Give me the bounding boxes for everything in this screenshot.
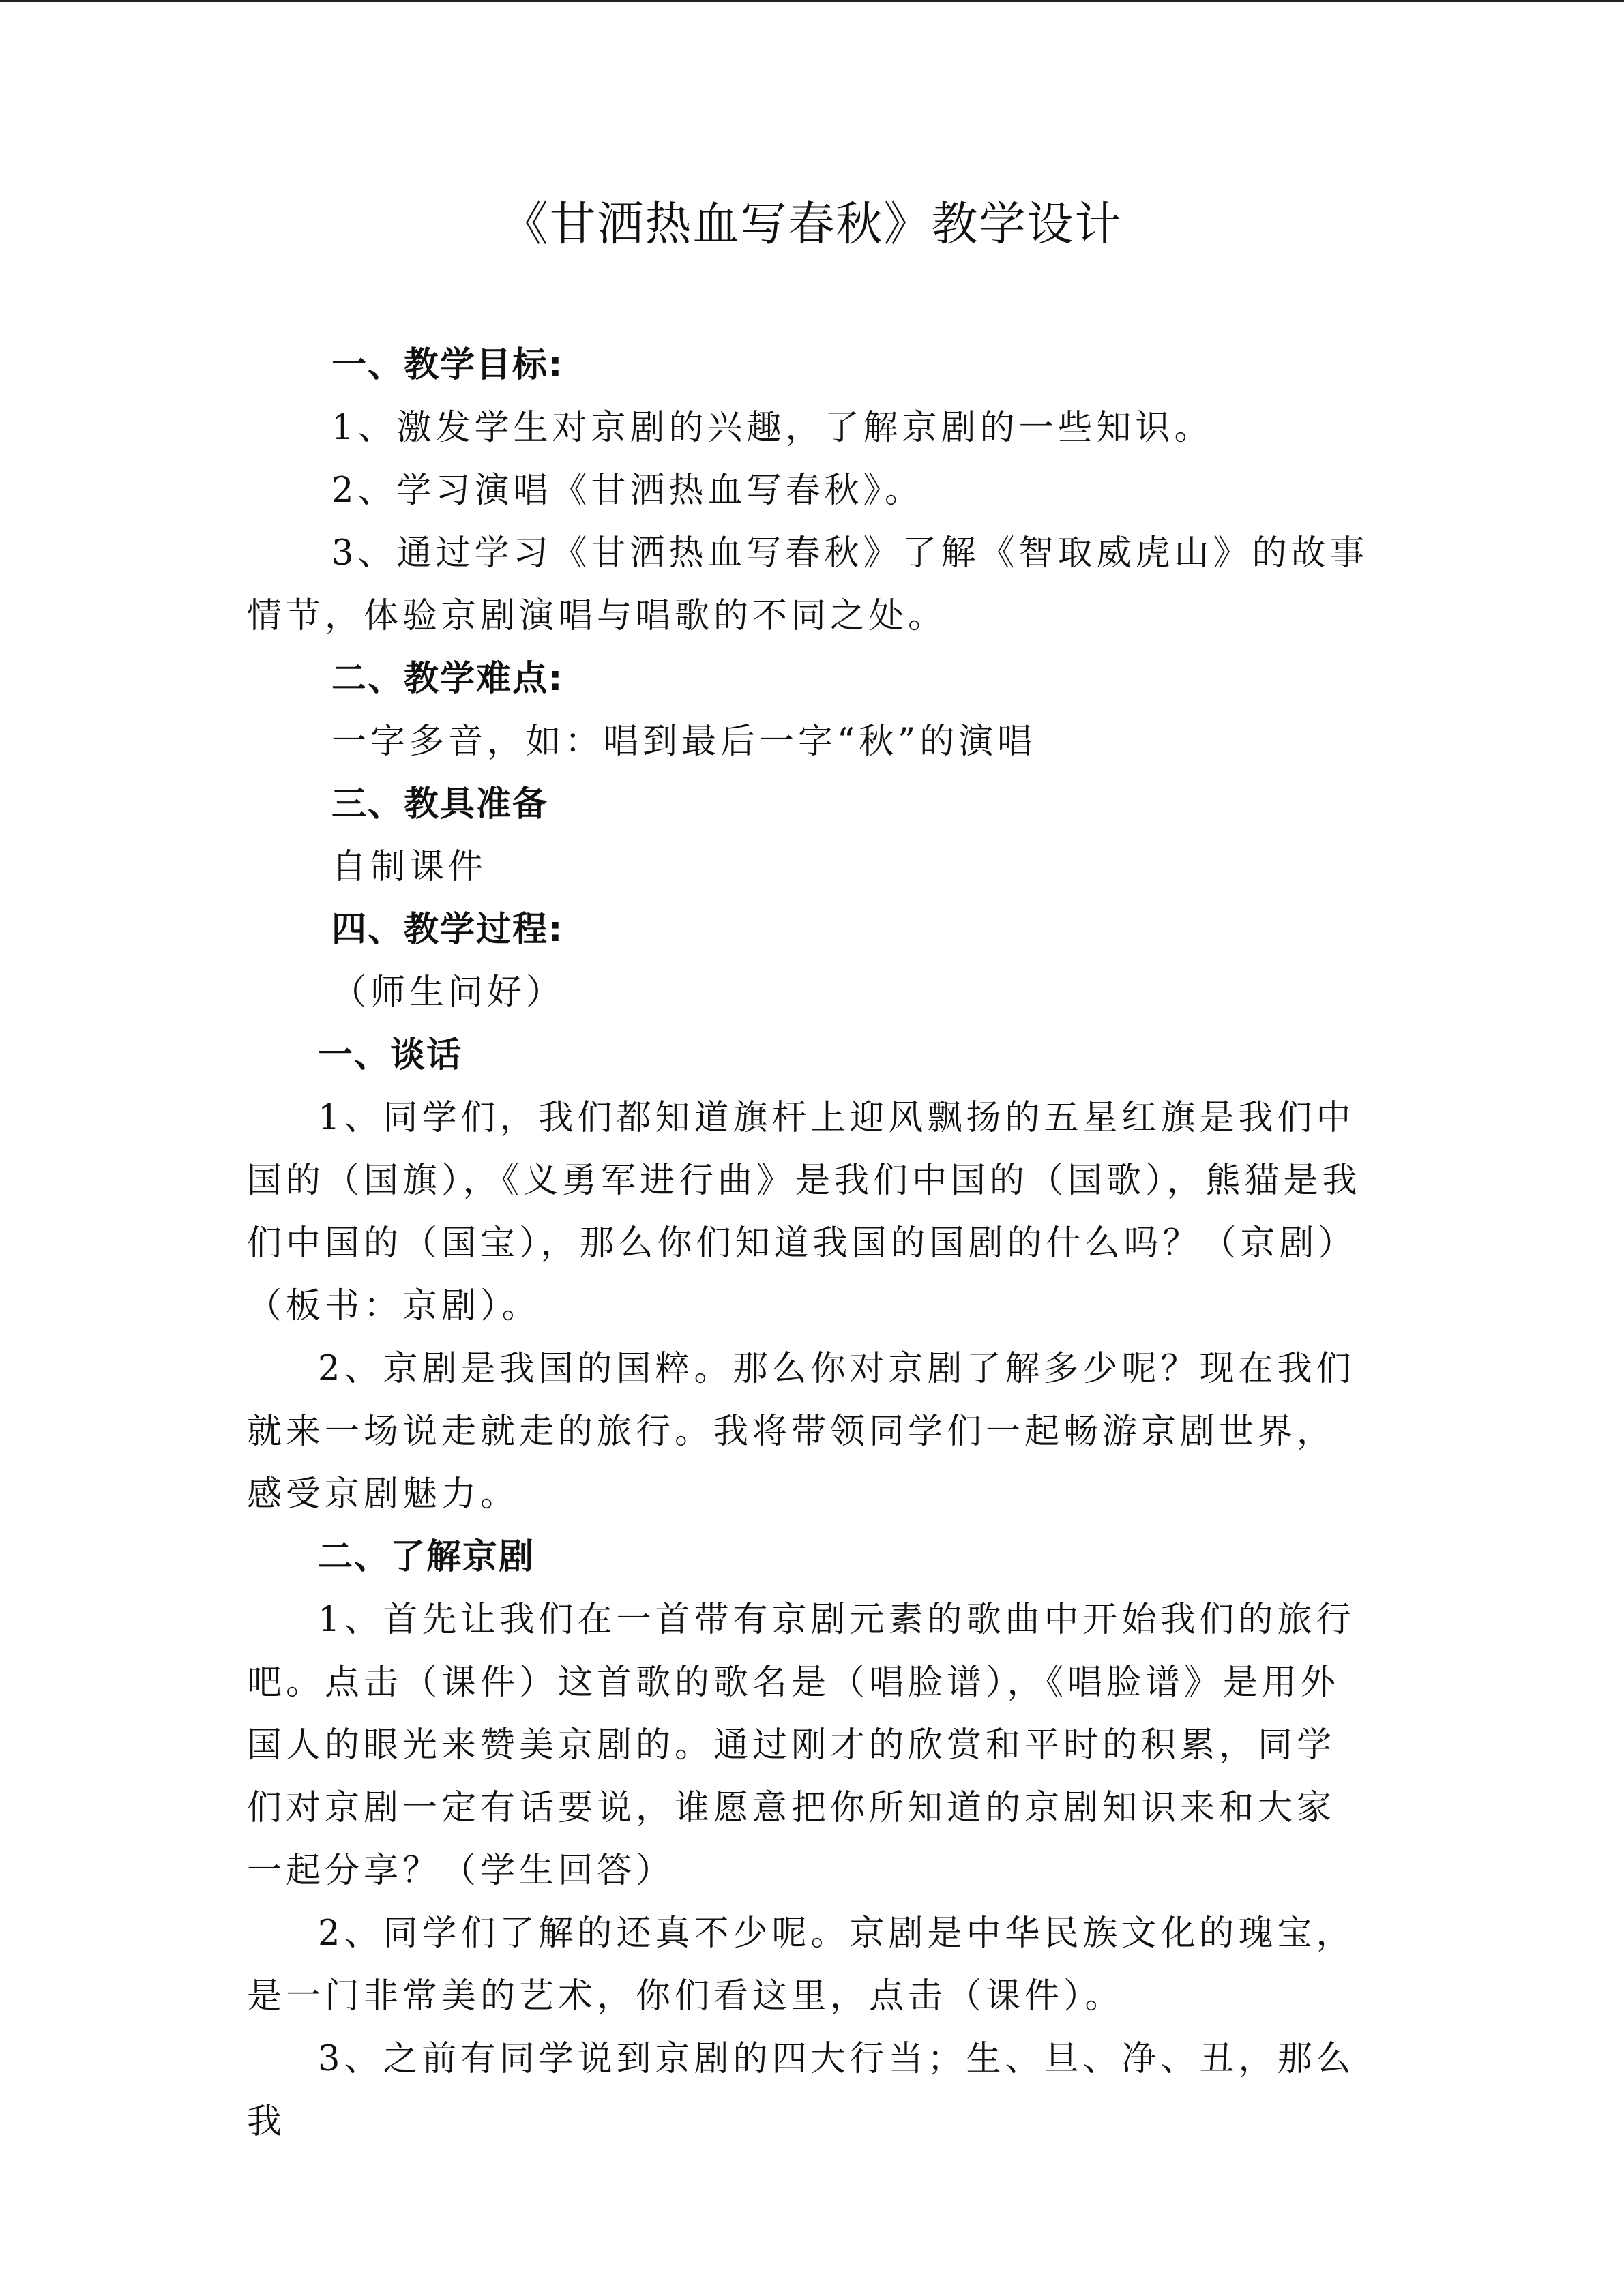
paragraph: 3、之前有同学说到京剧的四大行当；生、旦、净、丑，那么我 [247,2039,1355,2142]
paragraph: （师生问好） [331,972,565,1013]
document-title: 《甘洒热血写春秋》教学设计 [501,198,1123,252]
subsection-heading-talk: 一、谈话 [318,1035,463,1075]
section-heading-objectives: 一、教学目标: [331,345,564,385]
section-heading-process: 四、教学过程: [331,910,564,950]
paragraph: 1、激发学生对京剧的兴趣，了解京剧的一些知识。 [331,408,1213,448]
paragraph: 2、同学们了解的还真不少呢。京剧是中华民族文化的瑰宝，是一门非常美的艺术，你们看这里，点击（课件）。 [247,1913,1355,2016]
paragraph: 2、学习演唱《甘洒热血写春秋》。 [331,471,924,511]
paragraph: 一字多音，如：唱到最后一字“秋”的演唱 [331,721,1037,762]
paragraph: 1、首先让我们在一首带有京剧元素的歌曲中开始我们的旅行吧。点击（课件）这首歌的歌名是（唱脸谱），《唱脸谱》是用外国人的眼光来赞美京剧的。通过刚才的欣赏和平时的积累，同学们对京剧一定有话要说，谁愿意把你所知道的京剧知识来和大家一起分享？（学生回答） [247,1600,1355,1891]
paragraph: 3、通过学习《甘洒热血写春秋》了解《智取威虎山》的故事情节，体验京剧演唱与唱歌的不同之处。 [247,533,1369,636]
paragraph: 自制课件 [331,847,488,887]
paragraph: 2、京剧是我国的国粹。那么你对京剧了解多少呢？现在我们就来一场说走就走的旅行。我将带领同学们一起畅游京剧世界，感受京剧魅力。 [247,1349,1355,1515]
document-body [247,334,1372,2153]
section-heading-difficulty: 二、教学难点: [331,659,564,699]
subsection-heading-understand: 二、了解京剧 [318,1537,535,1577]
paragraph: 1、同学们，我们都知道旗杆上迎风飘扬的五星红旗是我们中国的（国旗），《义勇军进行曲》是我们中国的（国歌），熊猫是我们中国的（国宝），那么你们知道我国的国剧的什么吗？（京剧）（板书：京剧）。 [247,1098,1361,1326]
section-heading-materials: 三、教具准备 [331,784,549,824]
